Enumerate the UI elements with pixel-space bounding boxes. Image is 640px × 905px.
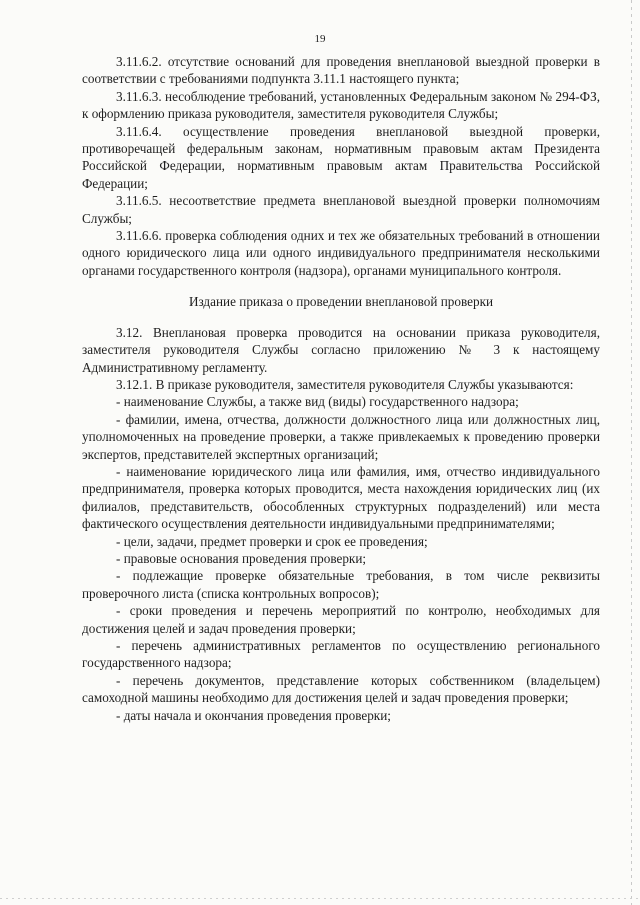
paragraph-3-11-6-5: 3.11.6.5. несоответствие предмета внеплановой выездной проверки полномочиям Службы;	[82, 193, 600, 226]
section-heading: Издание приказа о проведении внеплановой проверки	[188, 294, 494, 310]
paragraph-3-11-6-3: 3.11.6.3. несоблюдение требований, установленных Федеральным законом № 294-ФЗ, к оформлению приказа руководителя, заместителя руководителя Службы;	[82, 88, 600, 122]
list-item-requirements: - подлежащие проверке обязательные требования, в том числе реквизиты проверочного листа (списка контрольных вопросов);	[82, 568, 600, 601]
list-item-officials: - фамилии, имена, отчества, должности должностного лица или должностных лиц, уполномоченных на проведение проверки, а также привлекаемых к проведению проверки экспертов, представителей экспертных организаций;	[82, 411, 600, 462]
paragraph-3-12-1: 3.12.1. В приказе руководителя, заместителя руководителя Службы указываются:	[116, 376, 574, 392]
paragraph-3-11-6-6: 3.11.6.6. проверка соблюдения одних и тех же обязательных требований в отношении одного юридического лица или одного индивидуального предпринимателя несколькими органами государственного контроля (надзора), органами муниципального контроля.	[82, 228, 600, 278]
list-item-documents: - перечень документов, представление которых собственником (владельцем) самоходной машины необходимо для достижения целей и задач проведения проверки;	[82, 672, 600, 706]
list-item-timeline: - сроки проведения и перечень мероприятий по контролю, необходимых для достижения целей и задач проведения проверки;	[82, 603, 600, 636]
list-item-service-name: - наименование Службы, а также вид (виды) государственного надзора;	[116, 394, 519, 410]
paragraph-3-11-6-2: 3.11.6.2. отсутствие оснований для проведения внеплановой выездной проверки в соответствии с требованиями подпункта 3.11.1 настоящего пункта;	[82, 54, 600, 87]
paragraph-3-12: 3.12. Внеплановая проверка проводится на основании приказа руководителя, заместителя руководителя Службы согласно приложению № 3 к настоящему Административному регламенту.	[82, 324, 600, 375]
list-item-regulations: - перечень административных регламентов по осуществлению регионального государственного надзора;	[82, 638, 600, 671]
list-item-dates: - даты начала и окончания проведения проверки;	[116, 707, 391, 723]
list-item-goals: - цели, задачи, предмет проверки и срок ее проведения;	[116, 533, 428, 549]
list-item-legal-grounds: - правовые основания проведения проверки;	[116, 550, 367, 566]
scan-edge-artifact	[631, 0, 632, 905]
scan-bottom-artifact	[0, 898, 640, 899]
paragraph-3-11-6-4: 3.11.6.4. осуществление проведения внеплановой выездной проверки, противоречащей федеральным законам, нормативным правовым актам Президента Российской Федерации, нормативным правовым актам Правительства Российской Федерации;	[82, 123, 600, 191]
list-item-entity-name: - наименование юридического лица или фамилия, имя, отчество индивидуального предпринимателя, проверка которых проводится, места нахождения юридических лиц (их филиалов, представительств, обособленных структурных подразделений) или места фактического осуществления деятельности индивидуальными предпринимателями;	[82, 463, 600, 532]
page-number: 19	[314, 33, 326, 45]
document-body	[82, 53, 600, 724]
